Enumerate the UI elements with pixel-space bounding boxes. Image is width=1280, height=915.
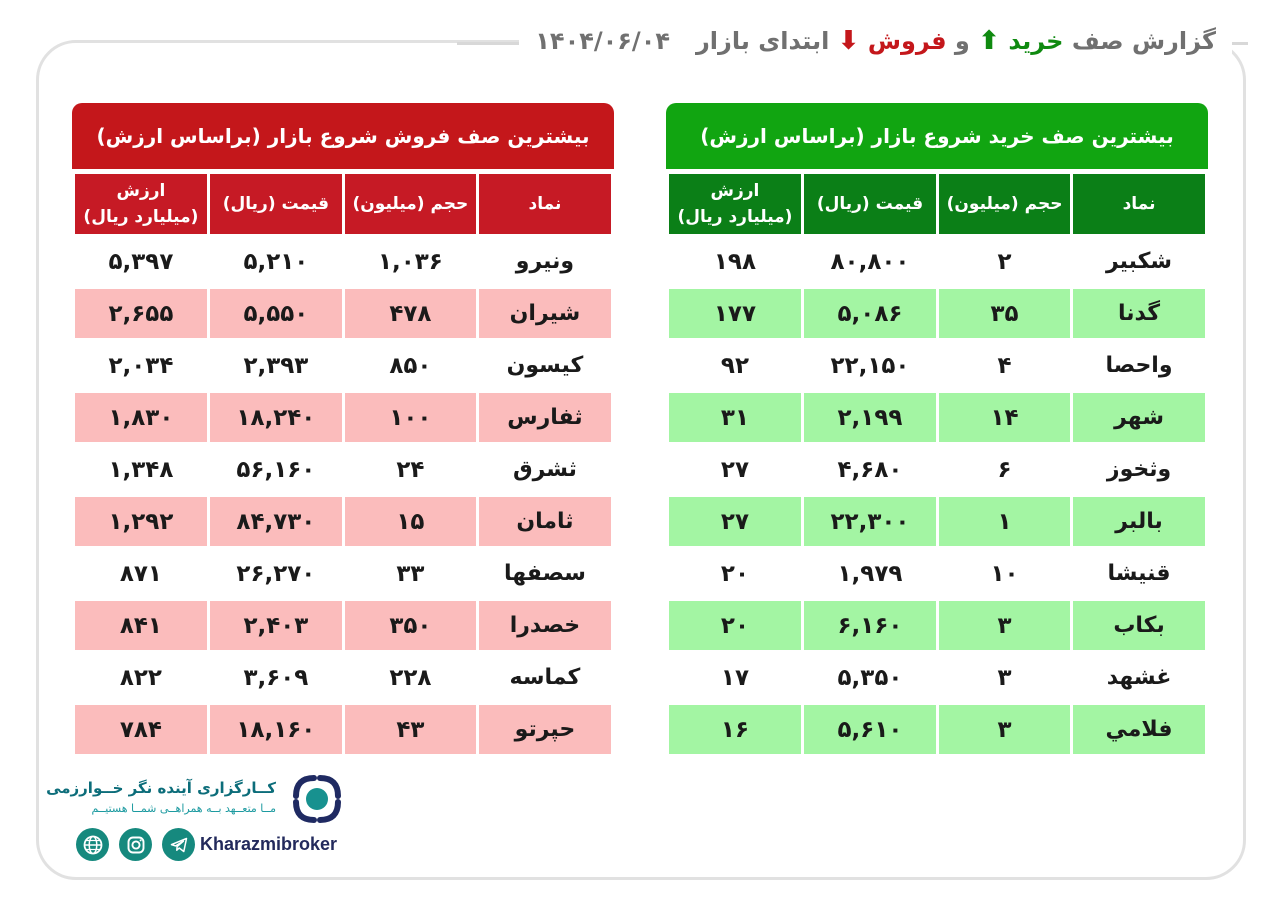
buy-cell-volume: ۶ [997,456,1012,483]
down-arrow-icon: ⬇ [837,26,860,56]
buy-table-row [669,653,1205,702]
sell-cell-value: ۱,۸۳۰ [75,393,207,442]
sell-table-row [75,549,611,598]
sell-column-price: قیمت (ریال) [210,174,342,234]
buy-column-price: قیمت (ریال) [804,174,936,234]
buy-cell-symbol: واحصا [1105,353,1173,378]
broker-logo-icon [288,770,346,828]
buy-cell-value: ۲۷ [720,456,749,483]
title-sell-word: فروش [867,27,947,55]
buy-column-volume: حجم (میلیون) [939,174,1070,234]
sell-cell-symbol: ونیرو [515,249,575,274]
sell-cell-price: ۱۸,۱۶۰ [210,705,342,754]
buy-cell-volume: ۱ [939,497,1070,546]
sell-table-row [75,601,611,650]
sell-cell-symbol: ثفارس [479,393,611,442]
buy-cell-price: ۵,۳۵۰ [837,664,903,691]
sell-column-value: ارزش (میلیارد ریال) [75,174,207,234]
sell-cell-volume: ۱۰۰ [345,393,476,442]
buy-table-body [669,237,1205,754]
buy-cell-volume: ۳ [939,601,1070,650]
buy-table-row [669,445,1205,494]
sell-cell-price: ۳,۶۰۹ [243,664,309,691]
title-conjunction: و [954,27,970,55]
sell-cell-symbol: کماسه [509,665,581,690]
buy-cell-volume: ۲ [997,248,1012,275]
buy-cell-symbol: غشهد [1106,665,1172,690]
buy-cell-price: ۸۰,۸۰۰ [830,248,910,275]
instagram-icon[interactable] [119,828,152,861]
broker-tagline: مــا متعــهد بــه همراهــی شمــا هستیــم [91,802,276,815]
sell-cell-value: ۱,۳۴۸ [108,456,174,483]
sell-cell-value: ۲,۶۵۵ [75,289,207,338]
social-links [76,828,195,861]
sell-cell-symbol: ثامان [479,497,611,546]
sell-cell-value: ۸۷۱ [119,560,162,587]
sell-table-header-row [75,174,611,234]
sell-cell-volume: ۲۲۸ [389,664,432,691]
sell-queue-title: بیشترین صف فروش شروع بازار (براساس ارزش) [72,103,614,169]
report-title-bar [519,18,1232,64]
sell-cell-volume: ۱۵ [345,497,476,546]
sell-table-row [75,289,611,338]
buy-cell-value: ۱۹۸ [713,248,757,275]
sell-cell-price: ۲,۳۹۳ [243,352,309,379]
buy-cell-volume: ۳ [997,664,1012,691]
buy-cell-value: ۲۰ [669,601,801,650]
buy-cell-price: ۲۲,۱۵۰ [830,352,910,379]
sell-cell-price: ۱۸,۲۴۰ [210,393,342,442]
sell-cell-value: ۷۸۴ [75,705,207,754]
buy-column-value: ارزش (میلیارد ریال) [669,174,801,234]
buy-cell-price: ۱,۹۷۹ [837,560,903,587]
buy-column-symbol: نماد [1073,174,1205,234]
sell-table-row [75,497,611,546]
sell-table-body [75,237,611,754]
buy-cell-value: ۲۷ [669,497,801,546]
buy-cell-volume: ۴ [997,352,1012,379]
report-title [696,26,1216,56]
sell-cell-volume: ۳۳ [396,560,425,587]
title-buy-word: خرید [1008,27,1064,55]
broker-handle[interactable]: Kharazmibroker [200,834,338,854]
sell-cell-value: ۲,۰۳۴ [108,352,174,379]
sell-cell-price: ۲,۴۰۳ [210,601,342,650]
telegram-icon[interactable] [162,828,195,861]
buy-cell-symbol: وثخوز [1106,457,1172,482]
broker-name: کــارگزاری آینده نگر خــوارزمی [46,779,276,797]
sell-cell-symbol: حپرتو [479,705,611,754]
sell-cell-symbol: سصفها [503,561,586,586]
sell-cell-symbol: ثشرق [512,457,577,482]
up-arrow-icon: ⬆ [978,26,1000,56]
sell-table-row [75,445,611,494]
sell-cell-symbol: خصدرا [479,601,611,650]
web-icon[interactable] [76,828,109,861]
buy-table-row [669,549,1205,598]
buy-table-row [669,289,1205,338]
sell-column-symbol: نماد [479,174,611,234]
sell-cell-volume: ۴۷۸ [345,289,476,338]
buy-queue-title: بیشترین صف خرید شروع بازار (براساس ارزش) [666,103,1208,169]
buy-table-row [669,601,1205,650]
sell-cell-value: ۸۲۲ [119,664,162,691]
buy-cell-price: ۶,۱۶۰ [804,601,936,650]
buy-cell-value: ۱۷ [720,664,749,691]
sell-cell-volume: ۱,۰۳۶ [377,248,443,275]
buy-cell-symbol: گدنا [1073,289,1205,338]
buy-cell-volume: ۳۵ [939,289,1070,338]
buy-cell-price: ۲۲,۳۰۰ [804,497,936,546]
sell-cell-value: ۱,۲۹۲ [75,497,207,546]
sell-table-row [75,341,611,390]
buy-table-row [669,393,1205,442]
buy-cell-value: ۹۲ [720,352,749,379]
buy-cell-value: ۲۰ [720,560,749,587]
sell-queue-panel [72,103,614,757]
sell-cell-volume: ۴۳ [345,705,476,754]
sell-queue-table [72,171,614,757]
buy-cell-symbol: قنیشا [1107,561,1171,586]
sell-cell-symbol: کیسون [506,353,584,378]
sell-cell-volume: ۳۵۰ [345,601,476,650]
sell-table-row [75,237,611,286]
report-date: ۱۴۰۴/۰۶/۰۴ [535,27,670,55]
sell-table-row [75,705,611,754]
buy-table-row [669,341,1205,390]
sell-column-volume: حجم (میلیون) [345,174,476,234]
buy-cell-value: ۱۶ [669,705,801,754]
buy-cell-symbol: بکاب [1073,601,1205,650]
sell-cell-volume: ۸۵۰ [389,352,432,379]
sell-cell-symbol: شیران [479,289,611,338]
buy-cell-price: ۲,۱۹۹ [804,393,936,442]
buy-cell-symbol: شهر [1073,393,1205,442]
sell-cell-price: ۵,۵۵۰ [210,289,342,338]
buy-queue-panel [666,103,1208,757]
buy-cell-price: ۴,۶۸۰ [837,456,903,483]
buy-table-row [669,705,1205,754]
buy-cell-volume: ۳ [939,705,1070,754]
buy-cell-volume: ۱۰ [990,560,1019,587]
buy-cell-price: ۵,۰۸۶ [804,289,936,338]
broker-footer [46,770,356,870]
sell-cell-price: ۵,۲۱۰ [243,248,309,275]
sell-cell-value: ۵,۳۹۷ [108,248,174,275]
title-prefix: گزارش صف [1071,27,1216,55]
buy-cell-symbol: فلامي [1073,705,1205,754]
buy-cell-volume: ۱۴ [939,393,1070,442]
sell-cell-price: ۵۶,۱۶۰ [236,456,316,483]
buy-cell-symbol: شکبیر [1105,249,1173,274]
buy-cell-value: ۳۱ [669,393,801,442]
title-suffix: ابتدای بازار [695,27,830,55]
buy-cell-symbol: بالبر [1073,497,1205,546]
sell-cell-price: ۲۶,۲۷۰ [236,560,316,587]
buy-queue-table [666,171,1208,757]
sell-cell-price: ۸۴,۷۳۰ [210,497,342,546]
buy-table-row [669,497,1205,546]
buy-cell-value: ۱۷۷ [669,289,801,338]
sell-cell-volume: ۲۴ [396,456,425,483]
sell-cell-value: ۸۴۱ [75,601,207,650]
sell-table-row [75,393,611,442]
buy-table-header-row [669,174,1205,234]
sell-table-row [75,653,611,702]
buy-table-row [669,237,1205,286]
buy-cell-price: ۵,۶۱۰ [804,705,936,754]
